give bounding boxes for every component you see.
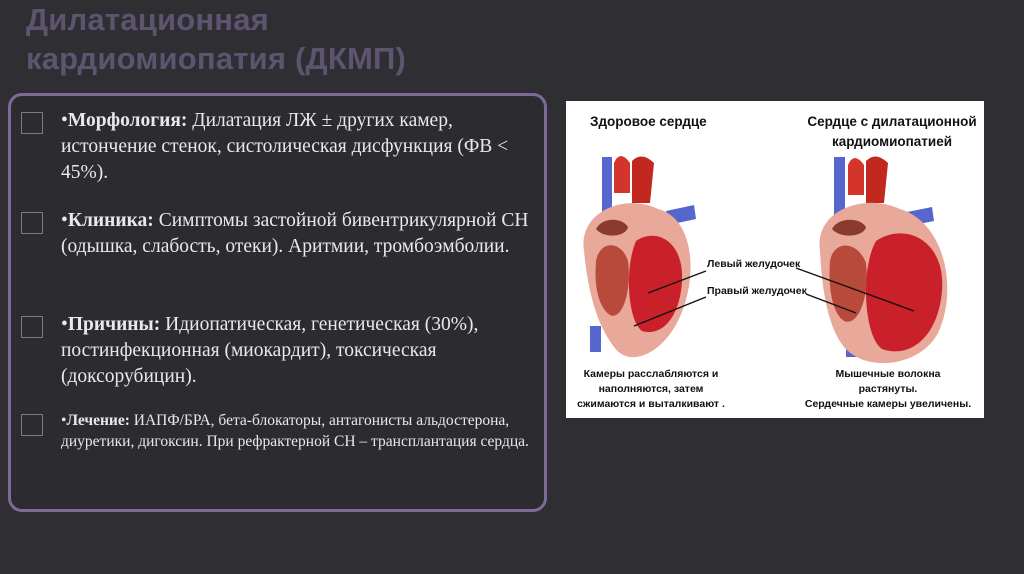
healthy-heart-icon — [583, 156, 696, 357]
dcm-heart-title-line-2: кардиомиопатией — [831, 134, 953, 149]
list-item-treatment — [21, 410, 533, 452]
healthy-caption-line-2: наполняются, затем — [598, 383, 704, 395]
label-left-ventricle: Левый желудочек — [707, 258, 801, 270]
heart-illustration — [566, 101, 984, 418]
label-right-ventricle: Правый желудочек — [707, 285, 807, 297]
list-item-morphology — [21, 108, 533, 186]
item-label: Морфология: — [67, 110, 188, 131]
dcm-caption-line-1: Мышечные волокна — [835, 368, 941, 380]
list-item-clinic — [21, 208, 533, 260]
heart-comparison-figure — [566, 101, 984, 418]
item-text: •Морфология: Дилатация ЛЖ ± других камер, истончение стенок, систолическая дисфункция (ФВ < 45%). — [61, 110, 509, 183]
item-text: •Клиника: Симптомы застойной бивентрикулярной СН (одышка, слабость, отеки). Аритмии, тромбоэмболии. — [61, 210, 529, 257]
healthy-caption-line-1: Камеры расслабляются и — [583, 368, 719, 380]
item-text: •Лечение: ИАПФ/БРА, бета-блокаторы, антагонисты альдостерона, диуретики, дигоксин. При рефрактерной СН – трансплантация сердца. — [61, 412, 529, 450]
content-panel — [8, 93, 547, 512]
item-body: Симптомы застойной бивентрикулярной СН (одышка, слабость, отеки). Аритмии, тромбоэмболии. — [61, 210, 529, 257]
item-label: Причины: — [67, 314, 161, 335]
dcm-heart-title-line-1: Сердце с дилатационной — [807, 114, 977, 129]
healthy-heart-title: Здоровое сердце — [590, 114, 707, 129]
checkbox-icon — [21, 414, 43, 436]
item-text: •Причины: Идиопатическая, генетическая (30%), постинфекционная (миокардит), токсическая (доксорубицин). — [61, 314, 479, 387]
item-body: ИАПФ/БРА, бета-блокаторы, антагонисты альдостерона, диуретики, дигоксин. При рефрактерной СН – трансплантация сердца. — [61, 412, 529, 450]
title-line-2: кардиомиопатия (ДКМП) — [26, 41, 406, 76]
item-label: Клиника: — [67, 210, 154, 231]
checkbox-icon — [21, 316, 43, 338]
list-item-causes — [21, 312, 533, 390]
dcm-caption-line-2: растянуты. — [858, 383, 918, 395]
item-body: Дилатация ЛЖ ± других камер, истончение стенок, систолическая дисфункция (ФВ < 45%). — [61, 110, 509, 183]
checkbox-icon — [21, 112, 43, 134]
title-line-1: Дилатационная — [26, 2, 269, 37]
dcm-caption-line-3: Сердечные камеры увеличены. — [804, 398, 972, 410]
checkbox-icon — [21, 212, 43, 234]
page-title — [26, 0, 406, 78]
item-body: Идиопатическая, генетическая (30%), постинфекционная (миокардит), токсическая (доксорубицин). — [61, 314, 479, 387]
item-label: Лечение: — [66, 412, 130, 429]
healthy-caption-line-3: сжимаются и выталкивают . — [577, 398, 725, 410]
dcm-heart-icon — [820, 156, 948, 363]
